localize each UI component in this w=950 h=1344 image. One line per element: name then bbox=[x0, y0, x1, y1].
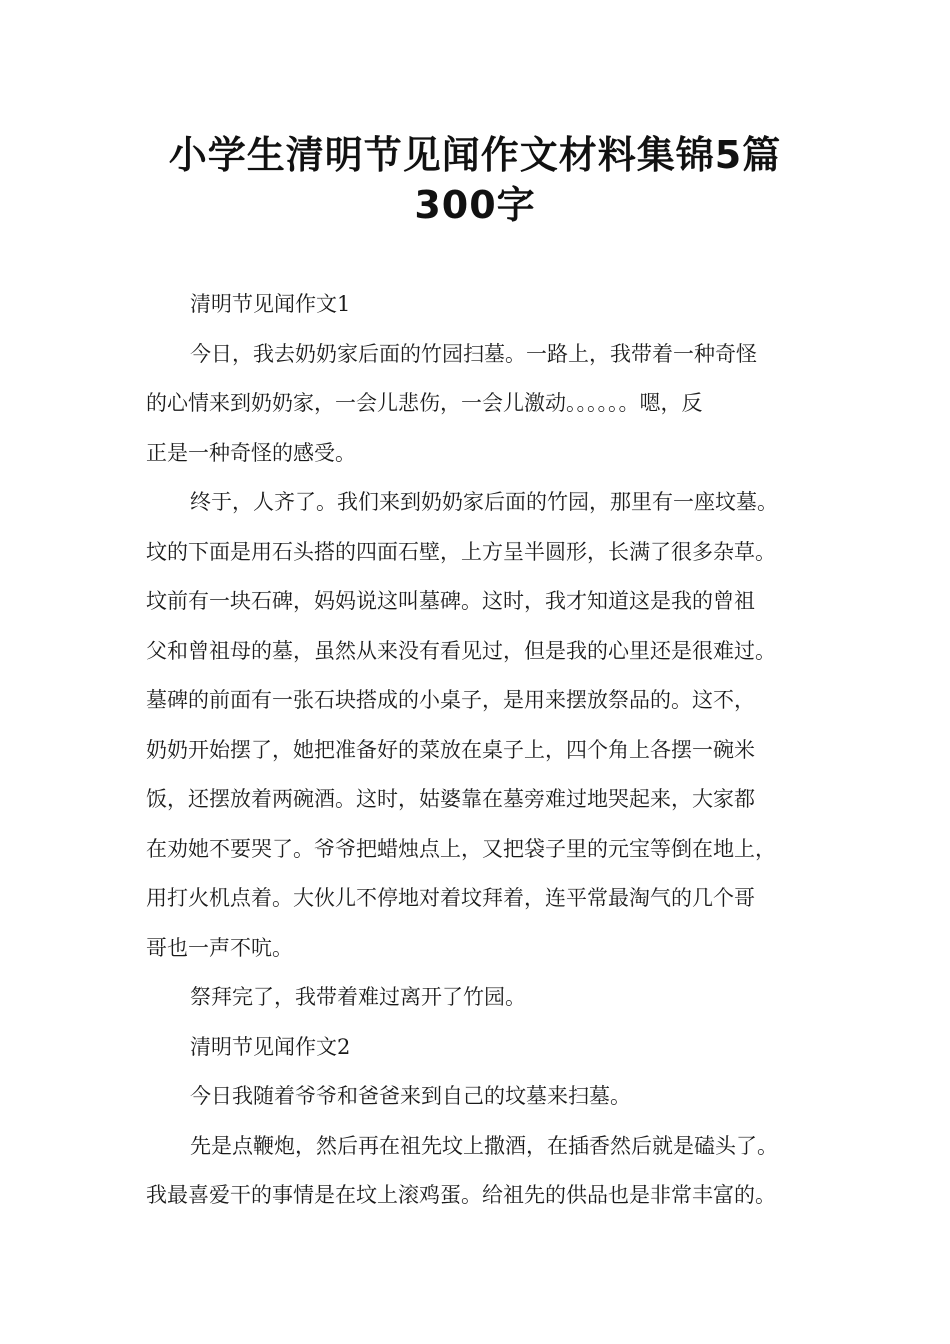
text-line: 哥也一声不吭。 bbox=[146, 935, 293, 960]
text-line: 终于，人齐了。我们来到奶奶家后面的竹园，那里有一座坟墓。 bbox=[190, 490, 778, 514]
text-line: 清明节见闻作文2 bbox=[190, 1034, 351, 1059]
text-line: 的心情来到奶奶家，一会儿悲伤，一会儿激动。。。。。。嗯，反 bbox=[146, 391, 703, 415]
text-line: 墓碑的前面有一张石块搭成的小桌子，是用来摆放祭品的。这不， bbox=[146, 688, 755, 712]
text-line: 正是一种奇怪的感受。 bbox=[146, 440, 356, 465]
document-body bbox=[146, 280, 826, 1221]
text-line: 先是点鞭炮，然后再在祖先坟上撒酒，在插香然后就是磕头了。 bbox=[190, 1133, 778, 1158]
text-line: 清明节见闻作文1 bbox=[190, 292, 351, 316]
text-line: 今日我随着爷爷和爸爸来到自己的坟墓来扫墓。 bbox=[190, 1084, 631, 1108]
text-line: 坟的下面是用石头搭的四面石壁，上方呈半圆形，长满了很多杂草。 bbox=[146, 539, 776, 564]
text-line: 奶奶开始摆了，她把准备好的菜放在桌子上，四个角上各摆一碗米 bbox=[146, 737, 755, 762]
text-line: 坟前有一块石碑，妈妈说这叫墓碑。这时，我才知道这是我的曾祖 bbox=[146, 589, 755, 613]
text-line: 用打火机点着。大伙儿不停地对着坟拜着，连平常最淘气的几个哥 bbox=[146, 886, 755, 910]
text-line: 饭，还摆放着两碗酒。这时，姑婆靠在墓旁难过地哭起来，大家都 bbox=[146, 787, 755, 811]
text-line: 我最喜爱干的事情是在坟上滚鸡蛋。给祖先的供品也是非常丰富的。 bbox=[146, 1183, 776, 1207]
document-title-line-2: 300字 bbox=[414, 183, 536, 227]
document-title-line-1: 小学生清明节见闻作文材料集锦5篇 bbox=[168, 133, 782, 177]
text-line: 今日，我去奶奶家后面的竹园扫墓。一路上，我带着一种奇怪 bbox=[190, 341, 757, 366]
text-line: 父和曾祖母的墓，虽然从来没有看见过，但是我的心里还是很难过。 bbox=[146, 638, 776, 663]
text-line: 祭拜完了，我带着难过离开了竹园。 bbox=[190, 985, 526, 1009]
text-line: 在劝她不要哭了。爷爷把蜡烛点上，又把袋子里的元宝等倒在地上， bbox=[146, 836, 776, 861]
